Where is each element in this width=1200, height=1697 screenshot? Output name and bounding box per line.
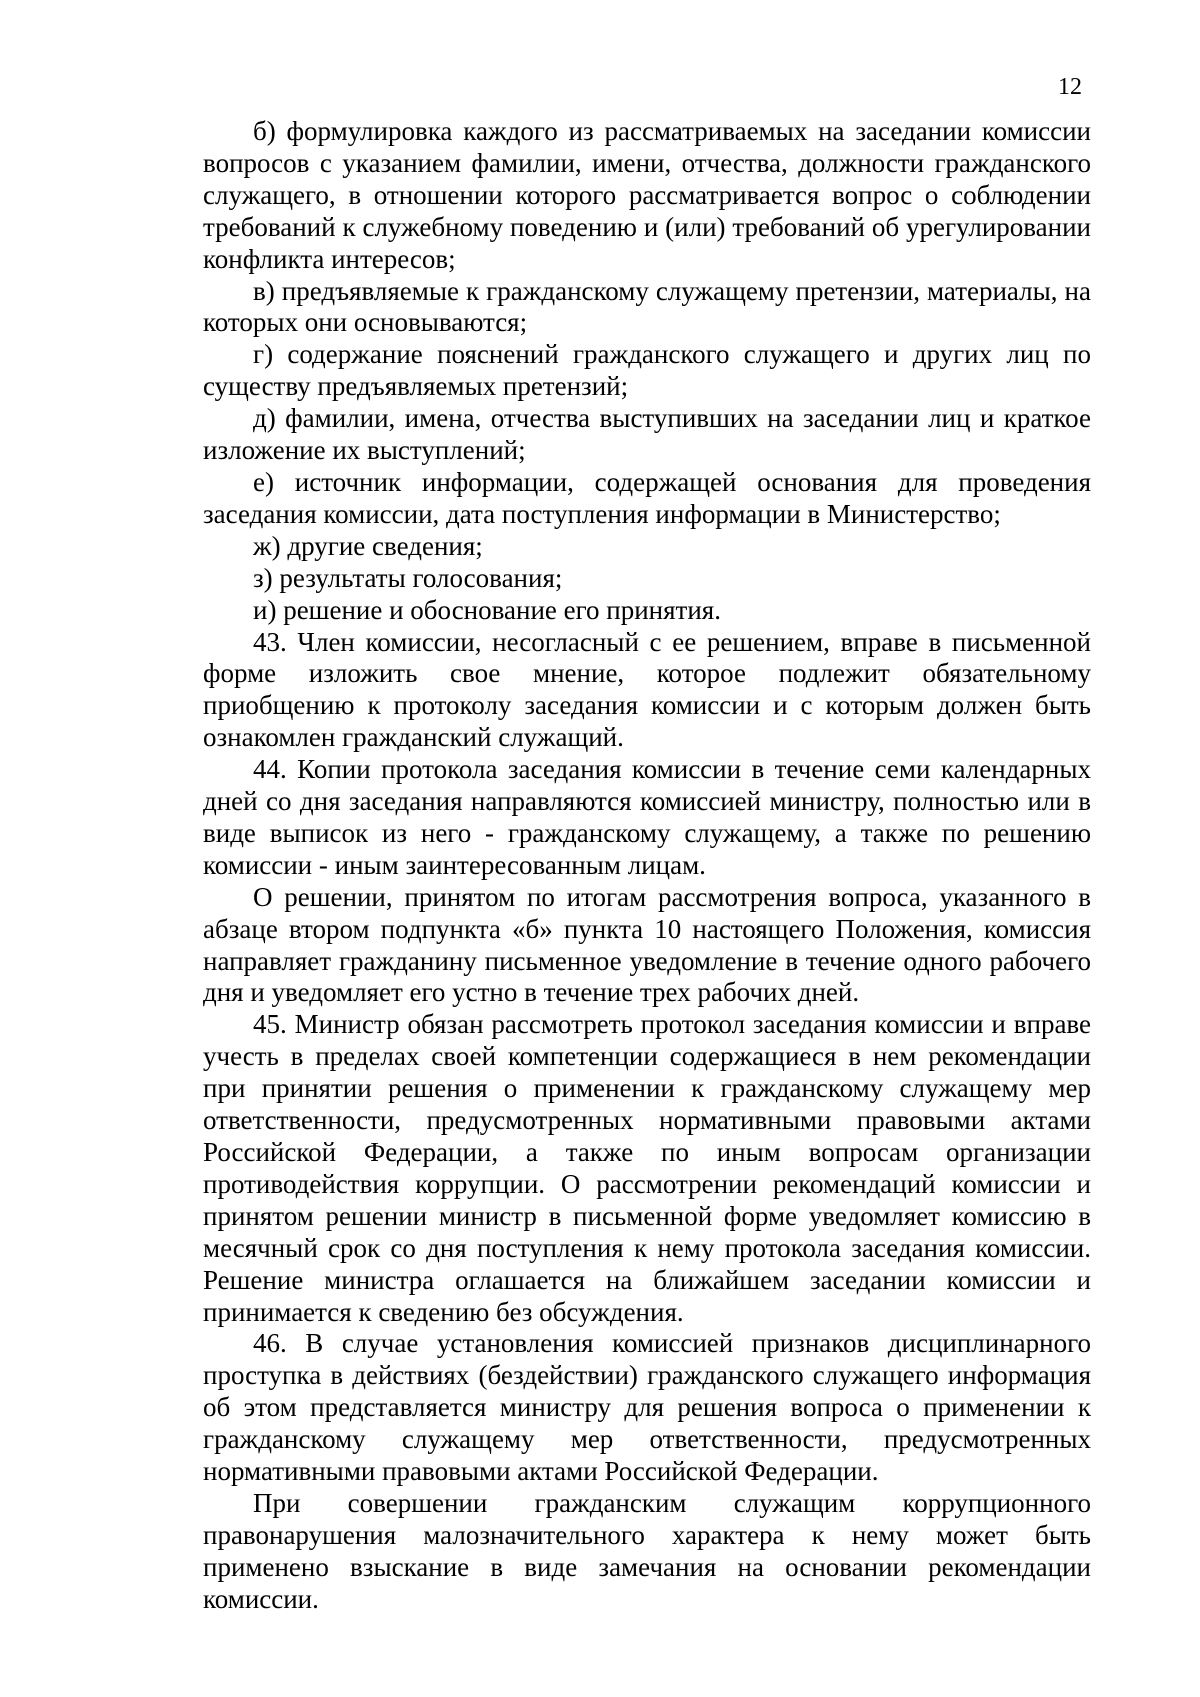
paragraph-46: 46. В случае установления комиссией признаков дисциплинарного проступка в действиях (бездействии) гражданского служащего информация об этом представляется министру для решения вопроса о применении к гражданскому служащему мер ответственности, предусмотренных нормативными правовыми актами Российской Федерации. bbox=[203, 1328, 1091, 1487]
paragraph-v: в) предъявляемые к гражданскому служащему претензии, материалы, на которых они основываются; bbox=[203, 275, 1091, 338]
paragraph-d: д) фамилии, имена, отчества выступивших на заседании лиц и краткое изложение их выступлений; bbox=[203, 403, 1091, 466]
paragraph-zh: ж) другие сведения; bbox=[253, 530, 483, 561]
paragraph-44-notice: О решении, принятом по итогам рассмотрения вопроса, указанного в абзаце втором подпункта «б» пункта 10 настоящего Положения, комиссия направляет гражданину письменное уведомление в течение одного рабочего дня и уведомляет его устно в течение трех рабочих дней. bbox=[203, 881, 1091, 1008]
paragraph-e: е) источник информации, содержащей основания для проведения заседания комиссии, дата поступления информации в Министерство; bbox=[203, 466, 1091, 529]
paragraph-46-penalty: При совершении гражданским служащим коррупционного правонарушения малозначительного характера к нему может быть применено взыскание в виде замечания на основании рекомендации комиссии. bbox=[203, 1487, 1091, 1614]
paragraph-b: б) формулировка каждого из рассматриваемых на заседании комиссии вопросов с указанием фамилии, имени, отчества, должности гражданского служащего, в отношении которого рассматривается вопрос о соблюдении требований к служебному поведению и (или) требований об урегулировании конфликта интересов; bbox=[203, 116, 1091, 274]
paragraph-43: 43. Член комиссии, несогласный с ее решением, вправе в письменной форме изложить свое мнение, которое подлежит обязательному приобщению к протоколу заседания комиссии и с которым должен быть ознакомлен гражданский служащий. bbox=[203, 626, 1091, 753]
page-number: 12 bbox=[1058, 74, 1082, 100]
paragraph-i: и) решение и обоснование его принятия. bbox=[253, 594, 721, 625]
paragraph-z: з) результаты голосования; bbox=[253, 562, 563, 593]
document-body bbox=[203, 116, 1091, 1616]
paragraph-44: 44. Копии протокола заседания комиссии в течение семи календарных дней со дня заседания направляются комиссией министру, полностью или в виде выписок из него - гражданскому служащему, а также по решению комиссии - иным заинтересованным лицам. bbox=[203, 754, 1091, 880]
paragraph-g: г) содержание пояснений гражданского служащего и других лиц по существу предъявляемых претензий; bbox=[203, 339, 1091, 402]
paragraph-45: 45. Министр обязан рассмотреть протокол заседания комиссии и вправе учесть в пределах своей компетенции содержащиеся в нем рекомендации при принятии решения о применении к гражданскому служащему мер ответственности, предусмотренных нормативными правовыми актами Российской Федерации, а также по иным вопросам организации противодействия коррупции. О рассмотрении рекомендаций комиссии и принятом решении министр в письменной форме уведомляет комиссию в месячный срок со дня поступления к нему протокола заседания комиссии. Решение министра оглашается на ближайшем заседании комиссии и принимается к сведению без обсуждения. bbox=[203, 1009, 1091, 1327]
